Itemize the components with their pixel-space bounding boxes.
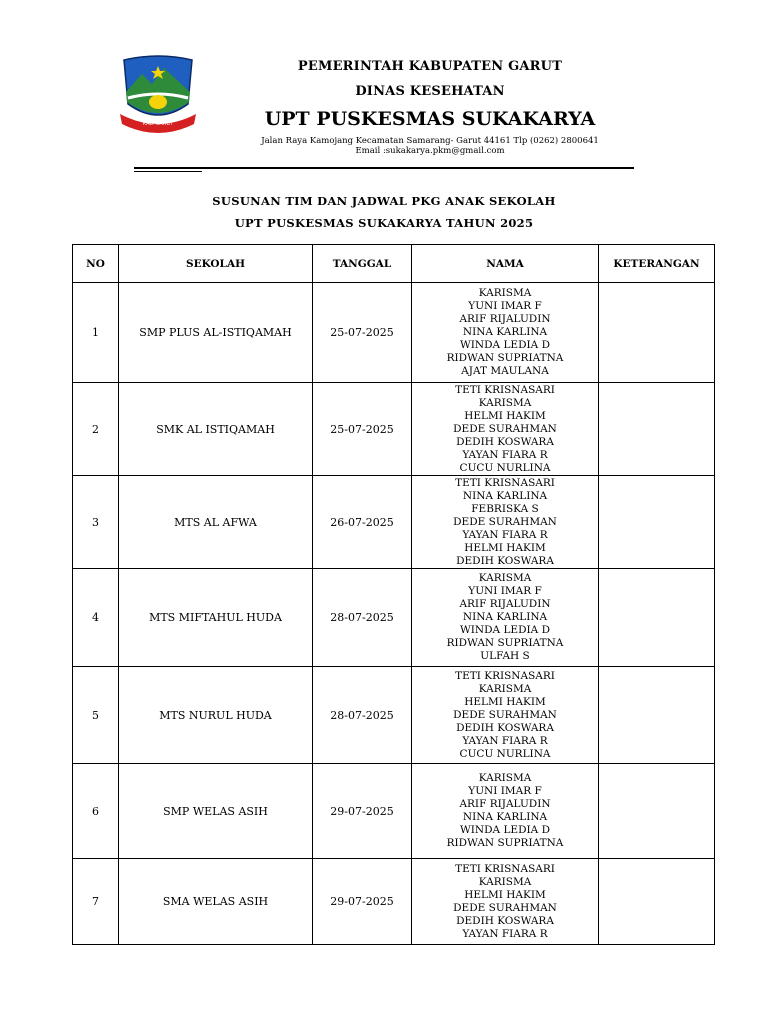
cell-nama [412, 283, 599, 383]
cell-no: 7 [73, 859, 119, 945]
cell-sekolah: MTS NURUL HUDA [119, 667, 313, 764]
cell-keterangan [599, 283, 715, 383]
team-member-name: YUNI IMAR F [468, 785, 542, 797]
cell-tanggal: 28-07-2025 [313, 667, 412, 764]
team-member-name: RIDWAN SUPRIATNA [446, 837, 564, 849]
table-row [73, 283, 715, 383]
team-member-name: KARISMA [478, 875, 532, 888]
team-member-name: TETI KRISNASARI [455, 862, 555, 875]
cell-nama [412, 569, 599, 667]
garut-regency-logo [118, 54, 198, 134]
cell-keterangan [599, 569, 715, 667]
cell-sekolah: SMK AL ISTIQAMAH [119, 383, 313, 476]
table-row [73, 383, 715, 476]
team-member-name: HELMI HAKIM [464, 695, 546, 708]
team-member-name: WINDA LEDIA D [459, 339, 550, 351]
schedule-table [72, 244, 715, 945]
table-row [73, 859, 715, 945]
team-member-name: TETI KRISNASARI [455, 476, 555, 489]
header-keterangan: KETERANGAN [599, 245, 715, 283]
team-member-name: HELMI HAKIM [464, 409, 546, 422]
team-member-name: YUNI IMAR F [468, 300, 542, 312]
team-member-name: HELMI HAKIM [464, 541, 546, 554]
cell-tanggal: 26-07-2025 [313, 476, 412, 569]
table-header-row [73, 245, 715, 283]
cell-tanggal: 28-07-2025 [313, 569, 412, 667]
team-member-name: TETI KRISNASARI [455, 383, 555, 396]
cell-sekolah: MTS AL AFWA [119, 476, 313, 569]
team-member-name: ARIF RIJALUDIN [459, 798, 551, 810]
cell-no: 4 [73, 569, 119, 667]
cell-no: 5 [73, 667, 119, 764]
header-divider-thin [134, 171, 202, 172]
header-email: Email :sukakarya.pkm@gmail.com [355, 146, 505, 156]
cell-sekolah: SMA WELAS ASIH [119, 859, 313, 945]
cell-tanggal: 25-07-2025 [313, 283, 412, 383]
cell-sekolah: SMP PLUS AL-ISTIQAMAH [119, 283, 313, 383]
cell-keterangan [599, 667, 715, 764]
team-member-name: DEDE SURAHMAN [453, 422, 557, 435]
team-member-name: DEDE SURAHMAN [453, 708, 557, 721]
team-member-name: KARISMA [478, 682, 532, 695]
table-row [73, 569, 715, 667]
team-member-name: KARISMA [478, 287, 532, 299]
header-no: NO [73, 245, 119, 283]
team-member-name: KARISMA [478, 396, 532, 409]
cell-tanggal: 29-07-2025 [313, 859, 412, 945]
cell-keterangan [599, 764, 715, 859]
document-title: SUSUNAN TIM DAN JADWAL PKG ANAK SEKOLAH [212, 194, 556, 208]
team-member-name: TETI KRISNASARI [455, 669, 555, 682]
cell-nama [412, 476, 599, 569]
cell-keterangan [599, 383, 715, 476]
cell-no: 1 [73, 283, 119, 383]
team-member-name: WINDA LEDIA D [459, 824, 550, 836]
team-member-name: HELMI HAKIM [464, 888, 546, 901]
header-department: DINAS KESEHATAN [355, 84, 505, 99]
header-tanggal: TANGGAL [313, 245, 412, 283]
cell-tanggal: 25-07-2025 [313, 383, 412, 476]
table-row [73, 667, 715, 764]
logo-ribbon-text: KAB. GARUT [142, 121, 174, 127]
cell-no: 2 [73, 383, 119, 476]
cell-nama [412, 764, 599, 859]
team-member-name: NINA KARLINA [462, 326, 548, 338]
header-government: PEMERINTAH KABUPATEN GARUT [297, 59, 563, 74]
team-member-name: RIDWAN SUPRIATNA [446, 637, 564, 649]
team-member-name: YAYAN FIARA R [462, 734, 548, 747]
team-member-name: YUNI IMAR F [468, 585, 542, 597]
team-member-name: DEDE SURAHMAN [453, 515, 557, 528]
team-member-name: KARISMA [478, 772, 532, 784]
team-member-name: DEDIH KOSWARA [456, 914, 554, 927]
team-member-name: DEDIH KOSWARA [456, 435, 554, 448]
team-member-name: YAYAN FIARA R [462, 448, 548, 461]
cell-nama [412, 383, 599, 476]
table-row [73, 764, 715, 859]
header-address: Jalan Raya Kamojang Kecamatan Samarang- Garut 44161 Tlp (0262) 2800641 [261, 136, 599, 146]
team-member-name: DEDIH KOSWARA [456, 554, 554, 567]
team-member-name: ULFAH S [480, 650, 530, 662]
cell-tanggal: 29-07-2025 [313, 764, 412, 859]
cell-keterangan [599, 476, 715, 569]
team-member-name: WINDA LEDIA D [459, 624, 550, 636]
cell-no: 6 [73, 764, 119, 859]
team-member-name: ARIF RIJALUDIN [459, 313, 551, 325]
team-member-name: AJAT MAULANA [461, 365, 549, 377]
team-member-name: CUCU NURLINA [459, 461, 551, 474]
cell-keterangan [599, 859, 715, 945]
cell-nama [412, 859, 599, 945]
cell-nama [412, 667, 599, 764]
team-member-name: NINA KARLINA [462, 489, 548, 502]
team-member-name: NINA KARLINA [462, 611, 548, 623]
team-member-name: ARIF RIJALUDIN [459, 598, 551, 610]
header-address-block [220, 136, 640, 156]
team-member-name: DEDIH KOSWARA [456, 721, 554, 734]
header-divider [134, 167, 634, 169]
cell-no: 3 [73, 476, 119, 569]
team-member-name: YAYAN FIARA R [462, 528, 548, 541]
team-member-name: NINA KARLINA [462, 811, 548, 823]
header-nama: NAMA [412, 245, 599, 283]
header-institution: UPT PUSKESMAS SUKAKARYA [264, 108, 596, 130]
team-member-name: YAYAN FIARA R [462, 927, 548, 940]
cell-sekolah: MTS MIFTAHUL HUDA [119, 569, 313, 667]
team-member-name: DEDE SURAHMAN [453, 901, 557, 914]
document-subtitle: UPT PUSKESMAS SUKAKARYA TAHUN 2025 [234, 216, 534, 230]
cell-sekolah: SMP WELAS ASIH [119, 764, 313, 859]
team-member-name: RIDWAN SUPRIATNA [446, 352, 564, 364]
table-row [73, 476, 715, 569]
header-sekolah: SEKOLAH [119, 245, 313, 283]
team-member-name: KARISMA [478, 572, 532, 584]
team-member-name: CUCU NURLINA [459, 747, 551, 760]
team-member-name: FEBRISKA S [471, 502, 539, 515]
